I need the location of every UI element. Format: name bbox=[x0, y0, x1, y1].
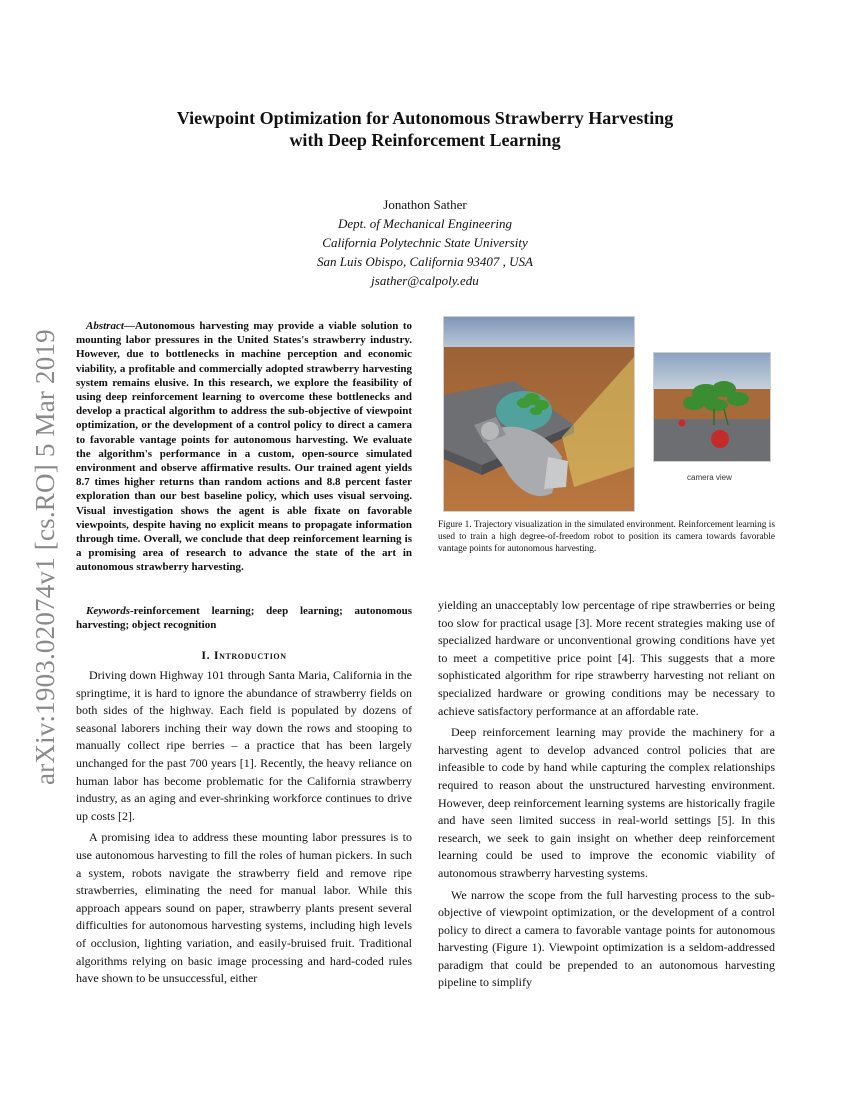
paragraph: yielding an unacceptably low percentage of ripe strawberries or being too slow for practical usage [3]. More recent strategies making use of specialized hardware or unconventional growing conditions have yet to meet a competitive price point [4]. This suggests that a more sophisticated algorithm for ripe strawberry harvesting not reliant on specialized hardware or growing conditions may be necessary to achieve satisfactory performance at an affordable rate. bbox=[438, 598, 775, 718]
author-dept: Dept. of Mechanical Engineering bbox=[337, 216, 512, 231]
camera-view-image bbox=[653, 352, 771, 462]
paper-title bbox=[60, 107, 790, 151]
arxiv-stamp: arXiv:1903.02074v1 [cs.RO] 5 Mar 2019 bbox=[30, 329, 60, 785]
abstract-label: Abstract bbox=[86, 320, 124, 332]
paragraph: Deep reinforcement learning may provide the machinery for a harvesting agent to develop advanced control policies that are infeasible to code by hand while capturing the complex relationships required to reason about the unstructured harvesting environment. However, deep reinforcement learning systems are historically fragile and have seen limited success in real-world settings [5]. In this research, we seek to gain insight on whether deep reinforcement learning could be used to improve the economic viability of autonomous strawberry harvesting systems. bbox=[438, 725, 775, 880]
section-heading-introduction: I. Introduction bbox=[201, 648, 287, 662]
right-column-body bbox=[438, 597, 775, 996]
left-column-body bbox=[76, 667, 412, 992]
author-block bbox=[200, 195, 650, 290]
keywords bbox=[76, 604, 412, 632]
paragraph: A promising idea to address these mounting labor pressures is to use autonomous harvesting to fill the roles of human pickers. In such a system, robots navigate the strawberry field and remove ripe strawberries, eliminating the need for manual labor. While this approach appears sound on paper, strawberry plants present several difficulties for autonomous harvesting systems, including high levels of occlusion, lighting variation, and easily-bruised fruit. Traditional algorithms relying on basic image processing and hard-coded rules have shown to be unsuccessful, either bbox=[76, 830, 412, 986]
figure-1-caption: Figure 1. Trajectory visualization in the simulated environment. Reinforcement learning is used to train a high degree-of-freedom robot to position its camera towards favorable vantage points for autonomous harvesting. bbox=[438, 520, 775, 554]
simulation-render-image bbox=[443, 316, 635, 512]
abstract-text: —Autonomous harvesting may provide a viable solution to mounting labor pressures in the United States's strawberry industry. However, due to bottlenecks in machine perception and economic viability, a profitable and commercially adopted strawberry harvesting system remains elusive. In this research, we explore the feasibility of using deep reinforcement learning to overcome these bottlenecks and develop a practical algorithm to address the sub-objective of viewpoint optimization, or the development of a control policy to direct a camera to favorable vantage points for autonomous harvesting. We evaluate the algorithm's performance in a custom, open-source simulated environment and observe affirmative results. Our trained agent yields 8.7 times higher returns than random actions and 8.8 percent faster exploration than our best baseline policy, which uses visual servoing. Visual investigation shows the agent is able fixate on favorable viewpoints, despite having no explicit means to propagate information through time. Overall, we conclude that deep reinforcement learning is a promising area of research to advance the state of the art in autonomous strawberry harvesting. bbox=[76, 320, 412, 574]
author-university: California Polytechnic State University bbox=[322, 235, 528, 250]
keywords-label: Keywords bbox=[86, 605, 130, 617]
title-line-2: with Deep Reinforcement Learning bbox=[289, 130, 561, 150]
paragraph: Driving down Highway 101 through Santa Maria, California in the springtime, it is hard to ignore the abundance of strawberry fields on both sides of the highway. Each field is populated by dozens of seasonal laborers inching their way down the rows and stooping to manually collect ripe berries – a practice that has been largely unchanged for the past 700 years [1]. Recently, the heavy reliance on human labor has become problematic for the California strawberry industry, as an aging and ever-shrinking workforce continues to drive up costs [2]. bbox=[76, 668, 412, 823]
author-name: Jonathon Sather bbox=[383, 197, 467, 212]
author-location: San Luis Obispo, California 93407 , USA bbox=[317, 254, 533, 269]
keywords-text: -reinforcement learning; deep learning; autonomous harvesting; object recognition bbox=[76, 605, 412, 632]
title-line-1: Viewpoint Optimization for Autonomous Strawberry Harvesting bbox=[176, 108, 674, 128]
paragraph: We narrow the scope from the full harvesting process to the sub-objective of viewpoint optimization, or the development of a control policy to direct a camera to favorable vantage points for autonomous harvesting (Figure 1). Viewpoint optimization is a seldom-addressed paradigm that could be prepended to an autonomous harvesting pipeline to simplify bbox=[438, 887, 775, 990]
author-email: jsather@calpoly.edu bbox=[371, 273, 479, 288]
figure-1 bbox=[443, 316, 773, 516]
camera-view-label: camera view bbox=[687, 473, 732, 482]
abstract bbox=[76, 319, 412, 575]
